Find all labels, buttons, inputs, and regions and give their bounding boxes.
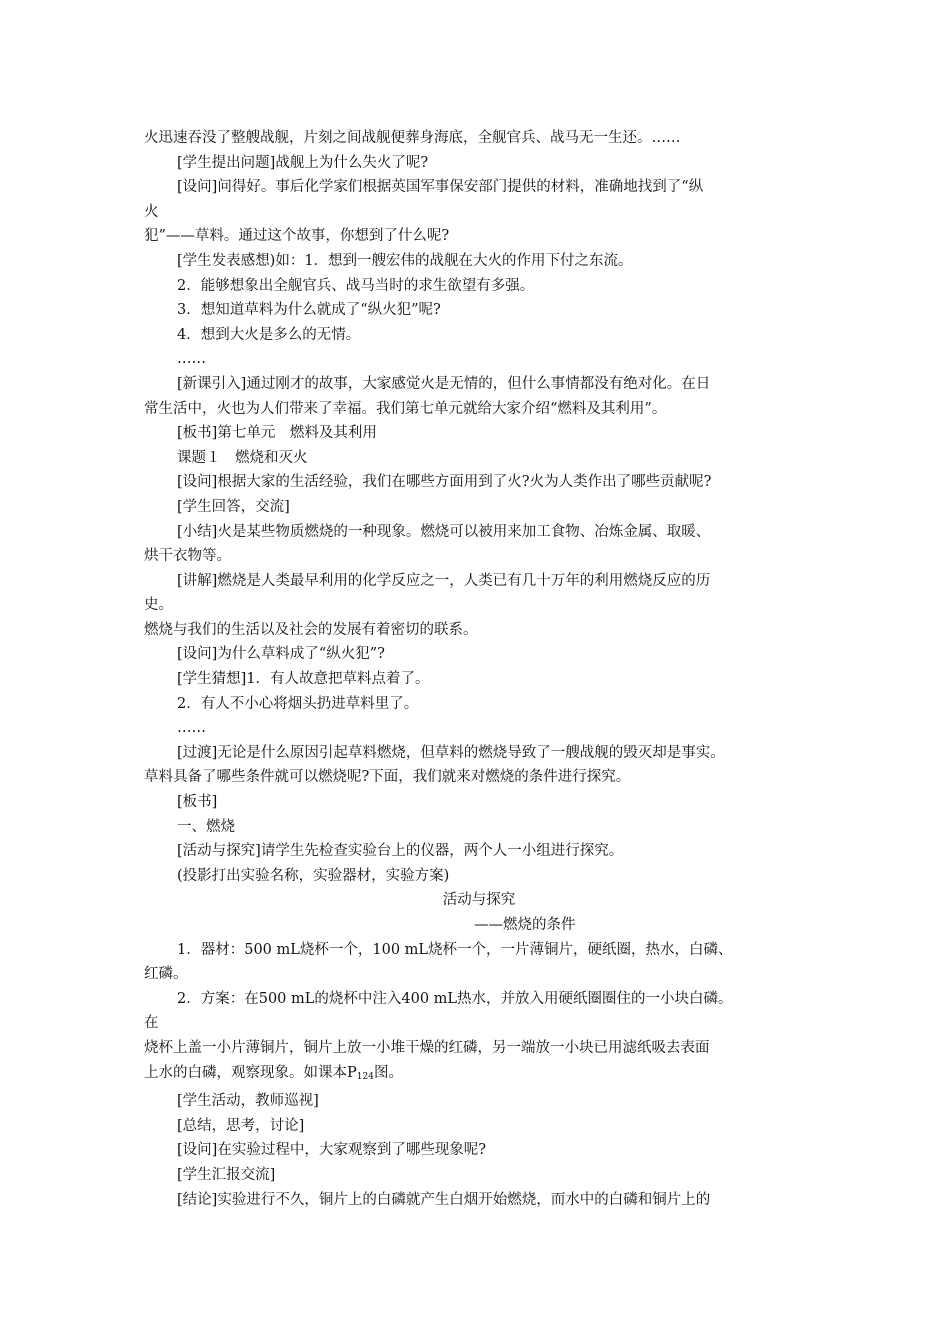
- text-line: [总结，思考，讨论]: [177, 1117, 305, 1134]
- text-line: 4．想到大火是多么的无情。: [177, 326, 361, 343]
- text-span: 图。: [373, 1064, 403, 1081]
- text-line: 2．方案：在500 mL的烧杯中注入400 mL热水，并放入用硬纸圈圈住的一小块白磷。: [177, 990, 733, 1007]
- text-line: 1．器材：500 mL烧杯一个，100 mL烧杯一个，一片薄铜片，硬纸圈，热水，白磷、: [177, 941, 733, 958]
- text-line: 红磷。: [144, 966, 188, 983]
- text-line: ……: [177, 351, 206, 368]
- text-line: 燃烧与我们的生活以及社会的发展有着密切的联系。: [144, 621, 478, 638]
- text-line: 一、燃烧: [177, 818, 235, 835]
- text-line: (投影打出实验名称，实验器材，实验方案): [177, 867, 450, 884]
- page-subscript: 124: [356, 1071, 374, 1082]
- text-line: 3．想知道草料为什么就成了“纵火犯”呢?: [177, 302, 441, 319]
- text-line: [设问]在实验过程中，大家观察到了哪些现象呢?: [177, 1142, 487, 1159]
- text-line: [144, 1061, 814, 1090]
- text-line: ……: [177, 720, 206, 737]
- text-line: 2．有人不小心将烟头扔进草料里了。: [177, 695, 419, 712]
- text-line: [设问]根据大家的生活经验，我们在哪些方面用到了火?火为人类作出了哪些贡献呢?: [177, 474, 712, 491]
- text-line: [板书]第七单元 燃料及其利用: [177, 425, 377, 442]
- text-line: 在: [144, 1015, 159, 1032]
- text-line: 烘干衣物等。: [144, 548, 231, 565]
- document-body: [144, 126, 814, 1212]
- text-line: 史。: [144, 597, 173, 614]
- text-line: [学生活动，教师巡视]: [177, 1093, 319, 1110]
- text-line: [讲解]燃烧是人类最早利用的化学反应之一，人类已有几十万年的利用燃烧反应的历: [177, 572, 711, 589]
- text-line: ——燃烧的条件: [474, 917, 576, 933]
- text-line: [学生回答，交流]: [177, 498, 290, 515]
- text-line: [学生发表感想)如：1．想到一艘宏伟的战舰在大火的作用下付之东流。: [177, 252, 633, 269]
- text-line: 火迅速吞没了整艘战舰，片刻之间战舰便葬身海底，全舰官兵、战马无一生还。……: [144, 130, 681, 146]
- text-line: [新课引入]通过刚才的故事，大家感觉火是无情的，但什么事情都没有绝对化。在日: [177, 375, 711, 392]
- text-line: 草料具备了哪些条件就可以燃烧呢?下面，我们就来对燃烧的条件进行探究。: [144, 769, 631, 786]
- text-line: 常生活中，火也为人们带来了幸福。我们第七单元就给大家介绍“燃料及其利用”。: [144, 400, 667, 417]
- text-line: [结论]实验进行不久，铜片上的白磷就产生白烟开始燃烧，而水中的白磷和铜片上的: [177, 1191, 711, 1208]
- text-line: [小结]火是某些物质燃烧的一种现象。燃烧可以被用来加工食物、冶炼金属、取暖、: [177, 523, 711, 540]
- text-line: [设问]问得好。事后化学家们根据英国军事保安部门提供的材料，准确地找到了“纵: [177, 179, 704, 196]
- text-line: 活动与探究: [442, 892, 516, 909]
- text-line: [过渡]无论是什么原因引起草料燃烧，但草料的燃烧导致了一艘战舰的毁灭却是事实。: [177, 744, 725, 761]
- text-line: 2．能够想象出全舰官兵、战马当时的求生欲望有多强。: [177, 277, 535, 294]
- text-line: 犯”——草料。通过这个故事，你想到了什么呢?: [144, 228, 450, 245]
- text-line: 课题１ 燃烧和灭火: [177, 449, 308, 466]
- text-span: 上水的白磷，观察现象。如课本P: [144, 1064, 357, 1081]
- text-line: [设问]为什么草料成了“纵火犯”?: [177, 646, 385, 663]
- text-line: [学生汇报交流]: [177, 1166, 276, 1183]
- text-line: 烧杯上盖一小片薄铜片，铜片上放一小堆干燥的红磷，另一端放一小块已用滤纸吸去表面: [144, 1039, 710, 1056]
- text-line: [活动与探究]请学生先检查实验台上的仪器，两个人一小组进行探究。: [177, 843, 624, 860]
- text-line: [学生提出问题]战舰上为什么失火了呢?: [177, 154, 429, 171]
- text-line: [板书]: [177, 794, 218, 811]
- text-line: [学生猜想]1．有人故意把草料点着了。: [177, 671, 430, 688]
- text-line: 火: [144, 203, 159, 220]
